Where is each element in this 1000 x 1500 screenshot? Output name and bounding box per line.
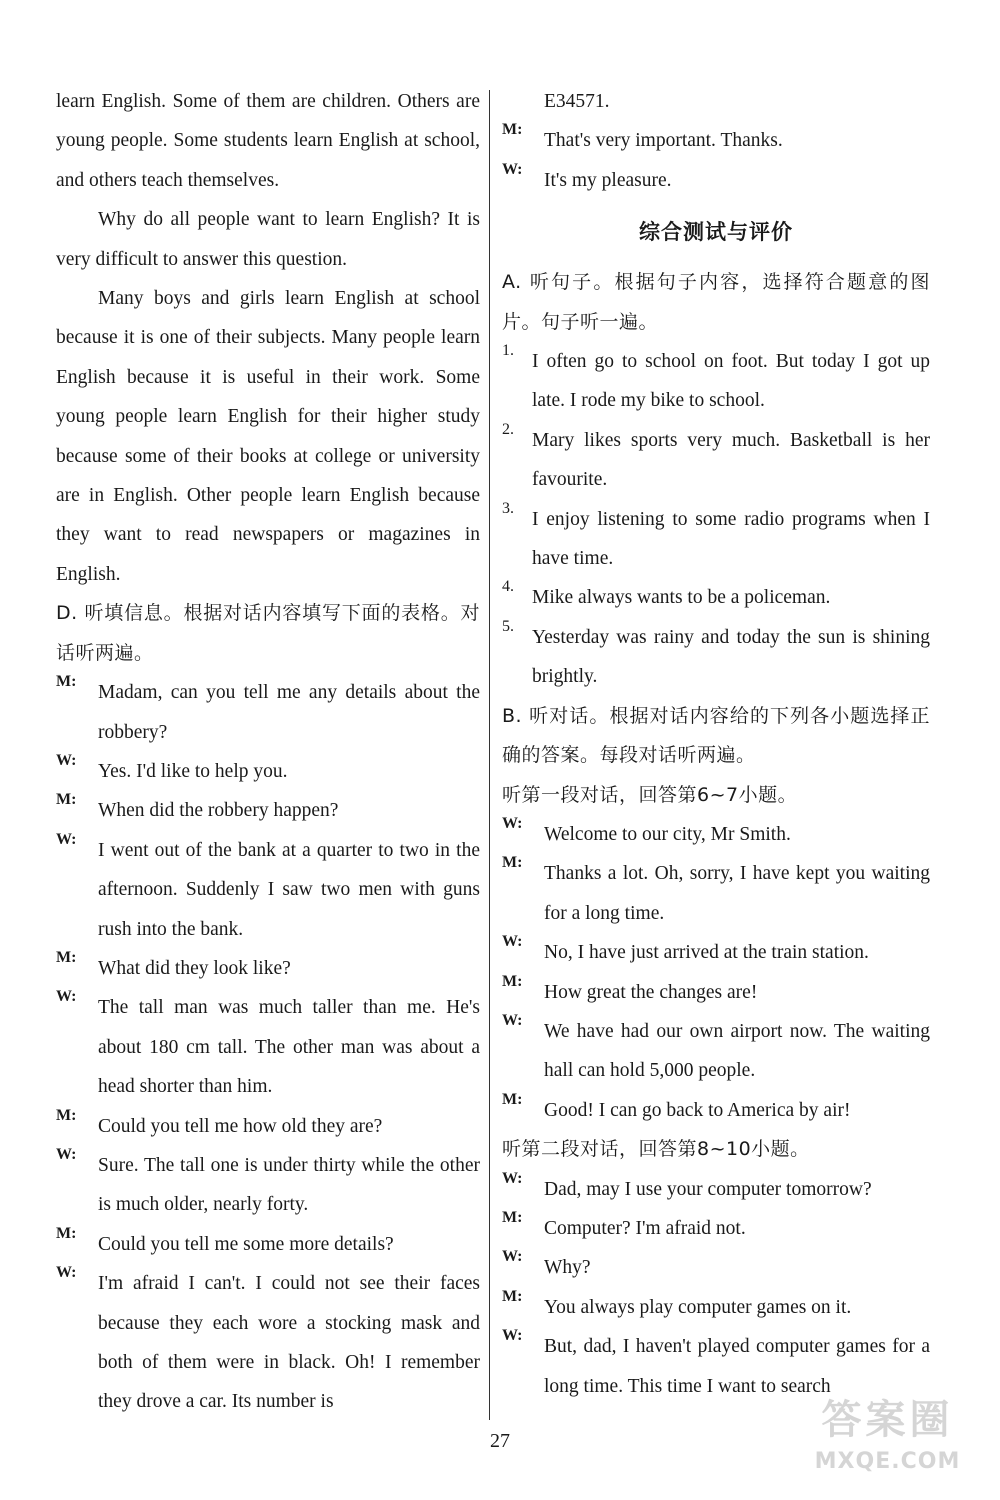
dialogue-text: That's very important. Thanks.	[544, 130, 783, 152]
dialogue-text: The tall man was much taller than me. He's about 180 cm tall. The other man was about a head shorter than him.	[98, 997, 480, 1098]
speaker-label: M:	[56, 1224, 77, 1242]
speaker-label: M:	[502, 1287, 523, 1305]
item-number: 4.	[502, 578, 514, 596]
dialogue-text: When did the robbery happen?	[98, 800, 339, 822]
section-a-heading: A. 听句子。根据句子内容，选择符合题意的图片。句子听一遍。	[502, 271, 930, 333]
item-number: 1.	[502, 342, 514, 360]
dialogue2-heading: 听第二段对话，回答第8~10小题。	[502, 1138, 810, 1161]
dialogue-text: Could you tell me how old they are?	[98, 1115, 383, 1137]
speaker-label: M:	[56, 948, 77, 966]
dialogue-text: How great the changes are!	[544, 981, 758, 1003]
sentence-item	[502, 342, 930, 421]
dialogue-text: Madam, can you tell me any details about the robbery?	[98, 682, 480, 743]
dialogue1-heading: 听第一段对话，回答第6~7小题。	[502, 783, 798, 806]
dialogue-line	[502, 1248, 930, 1287]
dialogue-text: I'm afraid I can't. I could not see their faces because they each wore a stocking mask and both of them were in black. Oh! I remember they drove a car. Its number is	[98, 1273, 480, 1413]
dialogue-line	[502, 854, 930, 933]
item-number: 2.	[502, 420, 514, 438]
dialogue-line	[56, 791, 480, 830]
dialogue-line	[502, 1209, 930, 1248]
speaker-label: W:	[502, 1327, 523, 1345]
dialogue-text: Computer? I'm afraid not.	[544, 1217, 746, 1239]
speaker-label: M:	[502, 854, 523, 872]
speaker-label: M:	[502, 1090, 523, 1108]
sentence-text: Mary likes sports very much. Basketball is her favourite.	[532, 429, 930, 491]
dialogue-line	[56, 1225, 480, 1264]
dialogue-line	[56, 673, 480, 752]
speaker-label: W:	[56, 830, 77, 848]
speaker-label: M:	[56, 673, 77, 691]
watermark-logo	[790, 1392, 985, 1492]
dialogue-line	[56, 1264, 480, 1422]
dialogue-text: We have had our own airport now. The waiting hall can hold 5,000 people.	[544, 1020, 930, 1082]
section-b-heading: B. 听对话。根据对话内容给的下列各小题选择正确的答案。每段对话听两遍。	[502, 704, 930, 767]
right-column	[502, 82, 930, 1406]
sentence-item	[502, 618, 930, 697]
speaker-label: M:	[502, 1208, 523, 1226]
speaker-label: M:	[56, 791, 77, 809]
dialogue-text: But, dad, I haven't played computer games for a long time. This time I want to search	[544, 1336, 930, 1397]
section-title: 综合测试与评价	[639, 220, 793, 245]
speaker-label: W:	[502, 1169, 523, 1187]
dialogue-line	[56, 831, 480, 949]
watermark-text: 答案圈	[821, 1397, 954, 1443]
speaker-label: W:	[56, 1145, 77, 1163]
passage-paragraph: Why do all people want to learn English? It is very difficult to answer this question.	[56, 209, 480, 270]
column-divider	[489, 90, 490, 1420]
passage-paragraph: Many boys and girls learn English at school because it is one of their subjects. Many people learn English because it is useful in their work. Some young people learn English for their higher study because some of their books at college or university are in English. Other people learn English because they want to read newspapers or magazines in English.	[56, 288, 480, 585]
passage-paragraph: learn English. Some of them are children. Others are young people. Some students learn English at school, and others teach themselves.	[56, 91, 480, 191]
dialogue-text: Thanks a lot. Oh, sorry, I have kept you waiting for a long time.	[544, 863, 930, 924]
dialogue-line	[502, 933, 930, 972]
sentence-text: I often go to school on foot. But today I got up late. I rode my bike to school.	[532, 351, 930, 412]
sentence-item	[502, 578, 930, 617]
sentence-text: I enjoy listening to some radio programs when I have time.	[532, 508, 930, 570]
item-number: 3.	[502, 499, 514, 517]
dialogue-text: I went out of the bank at a quarter to two in the afternoon. Suddenly I saw two men with guns rush into the bank.	[98, 839, 480, 940]
dialogue-line	[56, 752, 480, 791]
speaker-label: W:	[502, 160, 523, 178]
speaker-label: W:	[56, 1264, 77, 1282]
speaker-label: W:	[56, 988, 77, 1006]
dialogue-line	[56, 949, 480, 988]
dialogue-text: Could you tell me some more details?	[98, 1233, 394, 1255]
left-column	[56, 82, 480, 1422]
dialogue-text: It's my pleasure.	[544, 169, 672, 191]
watermark-url: MXQE.COM	[814, 1449, 961, 1474]
dialogue-line	[502, 1091, 930, 1130]
dialogue-text: What did they look like?	[98, 957, 291, 979]
speaker-label: W:	[56, 751, 77, 769]
speaker-label: W:	[502, 933, 523, 951]
sentence-item	[502, 421, 930, 500]
speaker-label: M:	[502, 972, 523, 990]
dialogue-text: Welcome to our city, Mr Smith.	[544, 823, 791, 845]
dialogue-text: Sure. The tall one is under thirty while the other is much older, nearly forty.	[98, 1154, 480, 1216]
dialogue-line	[502, 815, 930, 854]
item-number: 5.	[502, 617, 514, 635]
dialogue-line	[56, 1107, 480, 1146]
dialogue-line	[502, 1012, 930, 1091]
page-number: 27	[490, 1430, 510, 1452]
dialogue-line	[502, 1288, 930, 1327]
dialogue-line	[56, 988, 480, 1106]
section-d-heading: D. 听填信息。根据对话内容填写下面的表格。对话听两遍。	[56, 602, 480, 664]
speaker-label: W:	[502, 1248, 523, 1266]
speaker-label: M:	[56, 1106, 77, 1124]
dialogue-line	[502, 1170, 930, 1209]
dialogue-line	[502, 161, 930, 200]
dialogue-text: Good! I can go back to America by air!	[544, 1099, 851, 1121]
dialogue-text: You always play computer games on it.	[544, 1296, 852, 1318]
dialogue-text: Why?	[544, 1257, 591, 1279]
sentence-item	[502, 500, 930, 579]
dialogue-text: Dad, may I use your computer tomorrow?	[544, 1178, 872, 1200]
speaker-label: W:	[502, 814, 523, 832]
dialogue-line	[502, 121, 930, 160]
plate-number-continuation: E34571.	[544, 91, 610, 112]
sentence-text: Mike always wants to be a policeman.	[532, 587, 831, 609]
dialogue-line	[56, 1146, 480, 1225]
dialogue-text: Yes. I'd like to help you.	[98, 760, 288, 782]
sentence-text: Yesterday was rainy and today the sun is shining brightly.	[532, 626, 930, 688]
dialogue-line	[502, 973, 930, 1012]
dialogue-text: No, I have just arrived at the train station.	[544, 942, 869, 964]
speaker-label: M:	[502, 121, 523, 139]
speaker-label: W:	[502, 1011, 523, 1029]
